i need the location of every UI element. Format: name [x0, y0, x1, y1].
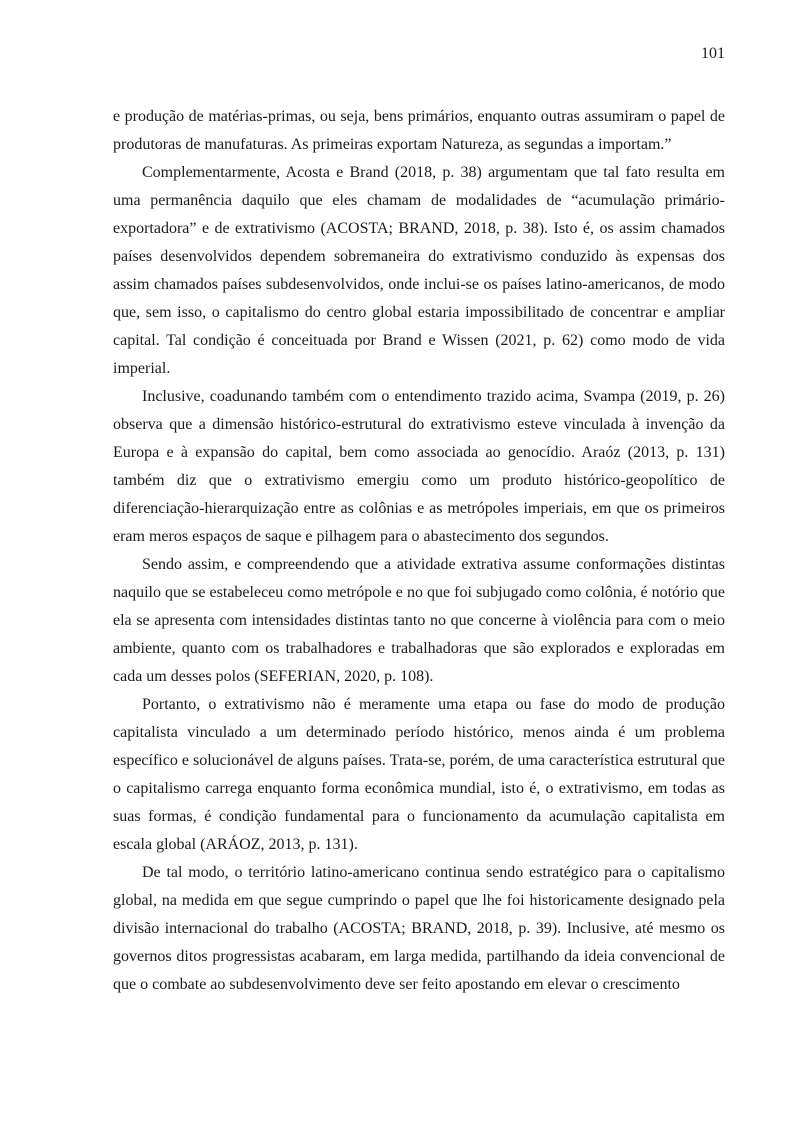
paragraph: De tal modo, o território latino-americano continua sendo estratégico para o capitalismo global, na medida em que segue cumprindo o papel que lhe foi historicamente designado pela divisão internacional do trabalho (ACOSTA; BRAND, 2018, p. 39). Inclusive, até mesmo os governos ditos progressistas acabaram, em larga medida, partilhando da ideia convencional de que o combate ao subdesenvolvimento deve ser feito apostando em elevar o crescimento	[113, 864, 725, 993]
paragraph: Complementarmente, Acosta e Brand (2018, p. 38) argumentam que tal fato resulta em uma permanência daquilo que eles chamam de modalidades de “acumulação primário-exportadora” e de extrativismo (ACOSTA; BRAND, 2018, p. 38). Isto é, os assim chamados países desenvolvidos dependem sobremaneira do extrativismo conduzido às expensas dos assim chamados países subdesenvolvidos, onde inclui-se os países latino-americanos, de modo que, sem isso, o capitalismo do centro global estaria impossibilitado de concentrar e ampliar capital. Tal condição é conceituada por Brand e Wissen (2021, p. 62) como modo de vida imperial.	[113, 164, 725, 377]
paragraph: Inclusive, coadunando também com o entendimento trazido acima, Svampa (2019, p. 26) observa que a dimensão histórico-estrutural do extrativismo esteve vinculada à invenção da Europa e à expansão do capital, bem como associada ao genocídio. Araóz (2013, p. 131) também diz que o extrativismo emergiu como um produto histórico-geopolítico de diferenciação-hierarquização entre as colônias e as metrópoles imperiais, em que os primeiros eram meros espaços de saque e pilhagem para o abastecimento dos segundos.	[113, 388, 725, 545]
paragraph: Sendo assim, e compreendendo que a atividade extrativa assume conformações distintas naquilo que se estabeleceu como metrópole e no que foi subjugado como colônia, é notório que ela se apresenta com intensidades distintas tanto no que concerne à violência para com o meio ambiente, quanto com os trabalhadores e trabalhadoras que são explorados e exploradas em cada um desses polos (SEFERIAN, 2020, p. 108).	[113, 556, 725, 685]
page-number: 101	[701, 45, 725, 62]
paragraph: Portanto, o extrativismo não é meramente uma etapa ou fase do modo de produção capitalista vinculado a um determinado período histórico, menos ainda é um problema específico e solucionável de alguns países. Trata-se, porém, de uma característica estrutural que o capitalismo carrega enquanto forma econômica mundial, isto é, o extrativismo, em todas as suas formas, é condição fundamental para o funcionamento da acumulação capitalista em escala global (ARÁOZ, 2013, p. 131).	[113, 696, 725, 853]
body-text	[113, 103, 725, 999]
paragraph-continuation: e produção de matérias-primas, ou seja, bens primários, enquanto outras assumiram o papel de produtoras de manufaturas. As primeiras exportam Natureza, as segundas a importam.”	[113, 108, 725, 153]
